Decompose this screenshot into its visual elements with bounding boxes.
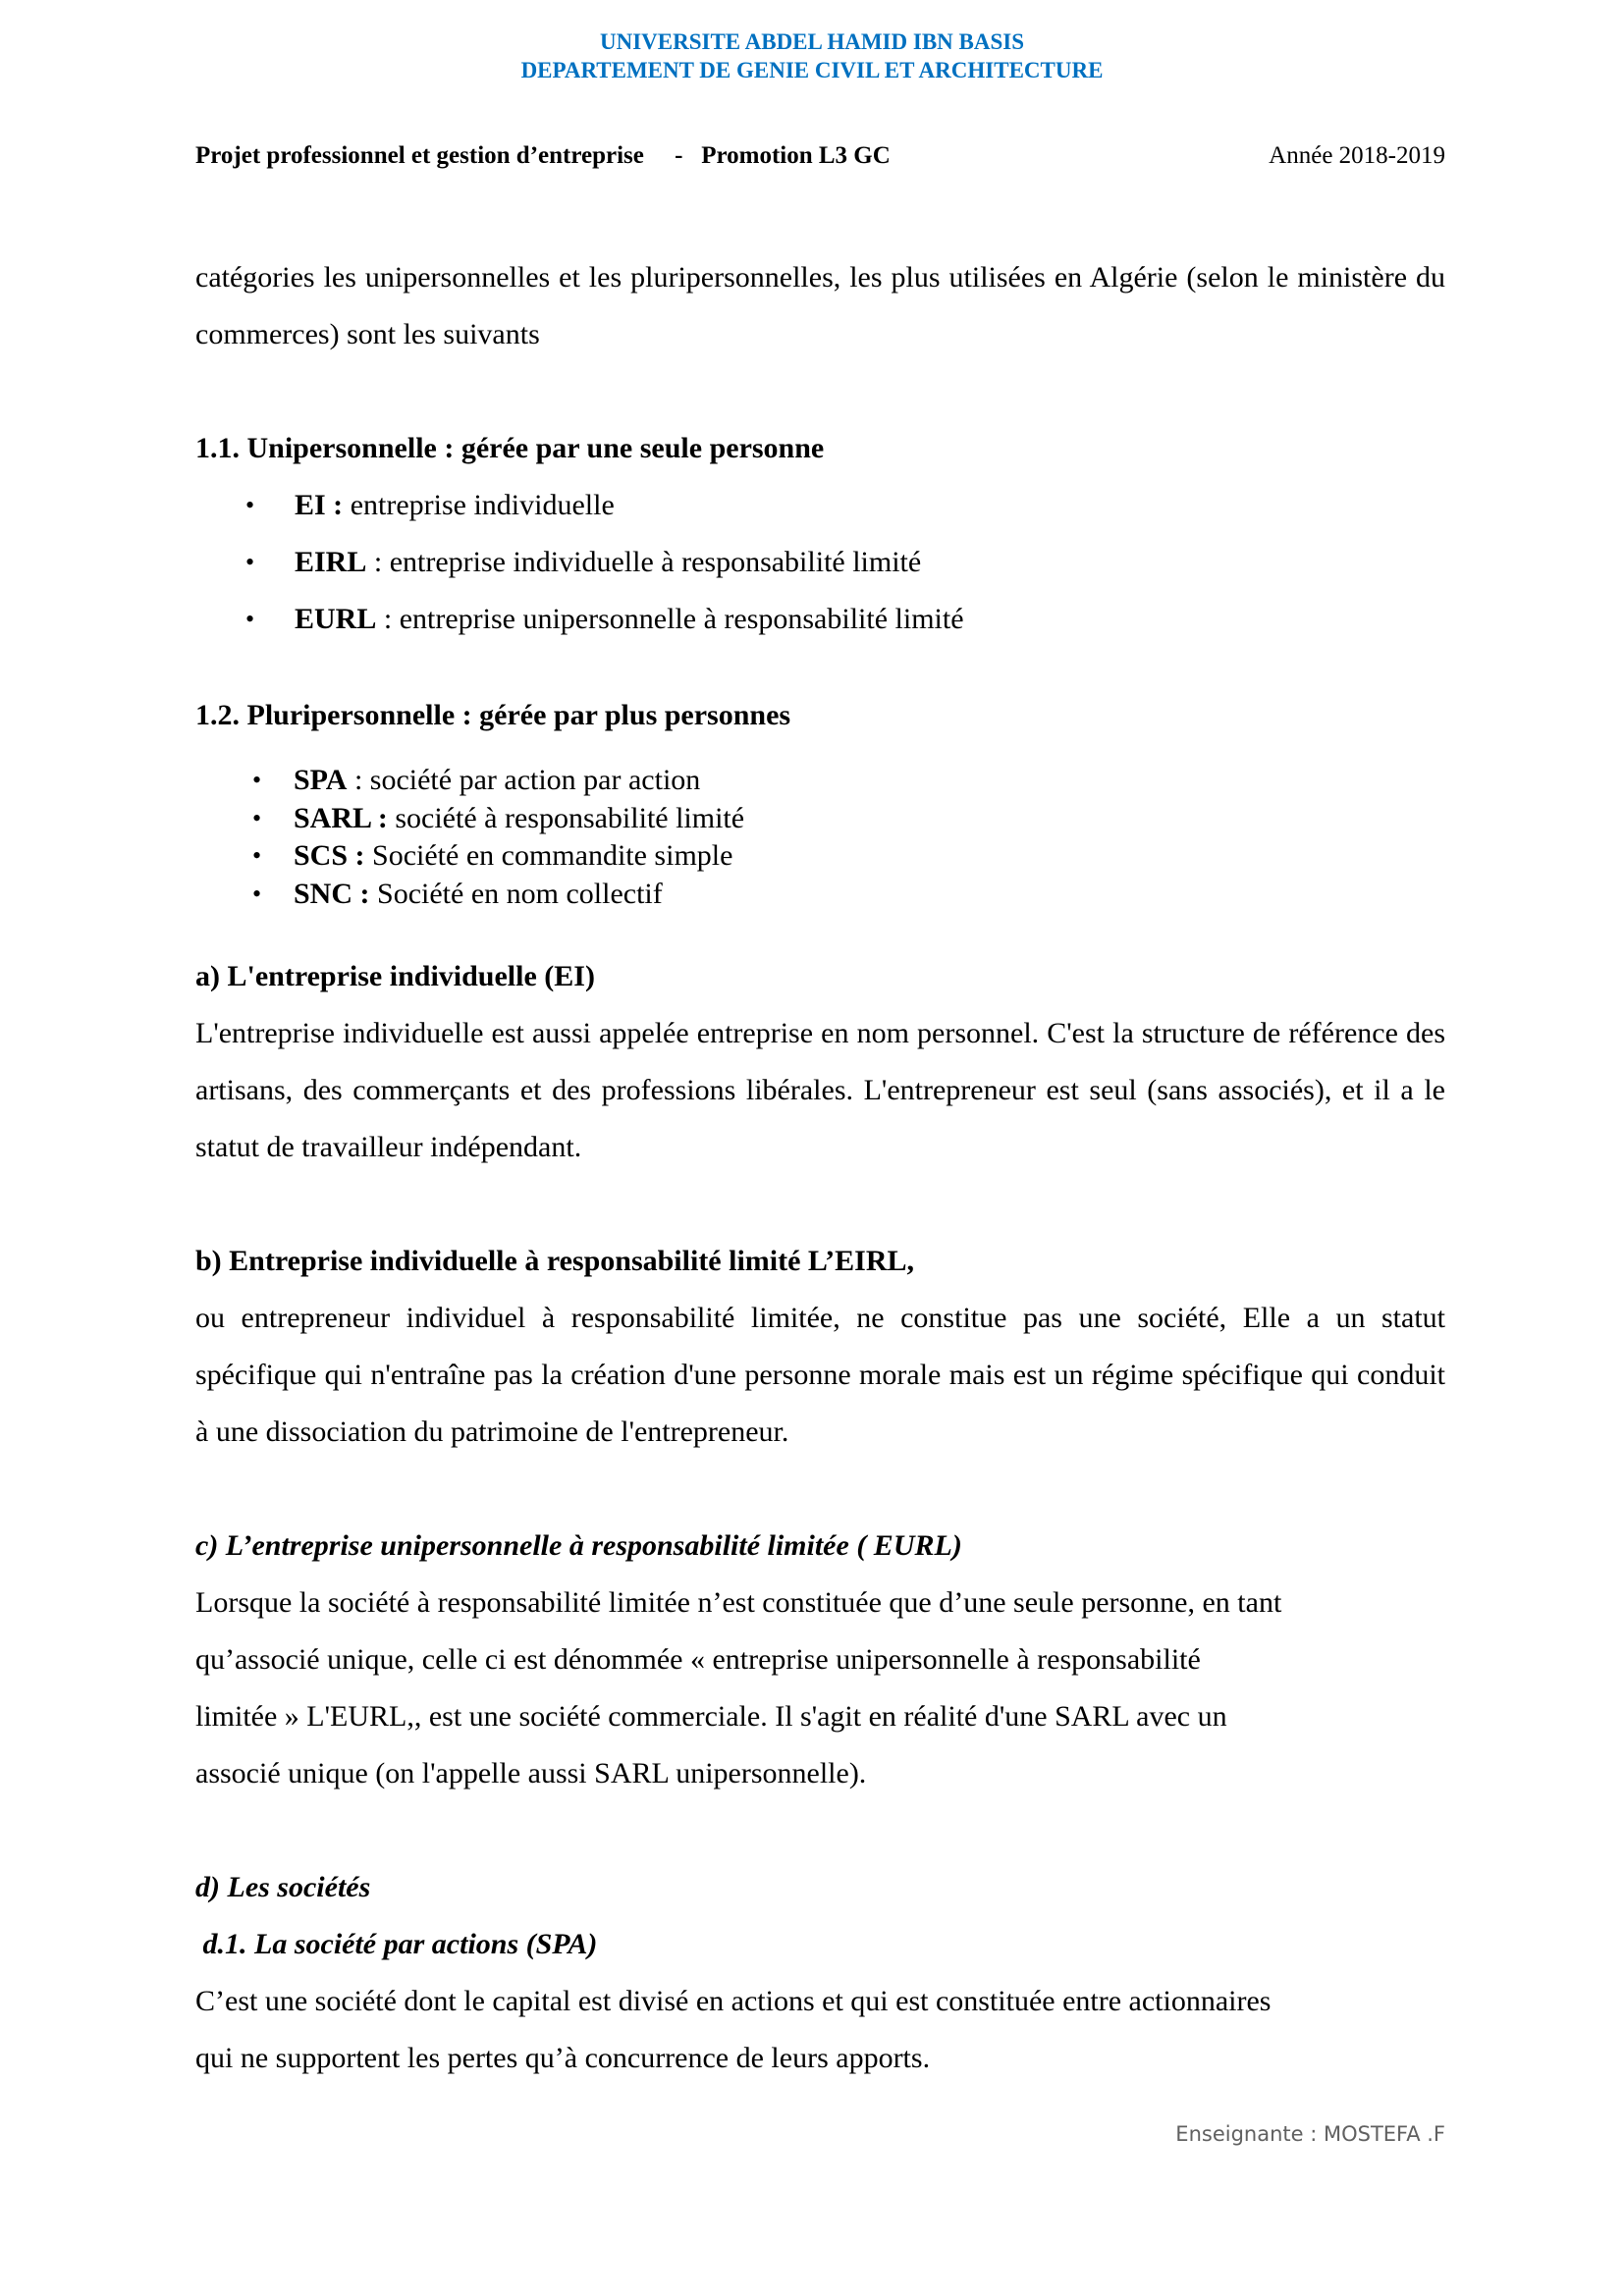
list-item — [195, 534, 1445, 591]
section-d-line: qui ne supportent les pertes qu’à concurrence de leurs apports. — [195, 2042, 931, 2074]
section-d-title: d) Les sociétés — [195, 1871, 371, 1903]
university-name: UNIVERSITE ABDEL HAMID IBN BASIS — [599, 29, 1024, 54]
item-desc: Société en nom collectif — [369, 877, 663, 910]
item-term: SPA — [294, 764, 348, 796]
section-c-line: limitée » L'EURL,, est une société commerciale. Il s'agit en réalité d'une SARL avec un — [195, 1700, 1227, 1733]
item-desc: : entreprise individuelle à responsabilité limité — [366, 546, 922, 578]
list-item — [195, 477, 1445, 534]
academic-year: Année 2018-2019 — [1269, 142, 1445, 169]
list-item — [195, 591, 1445, 648]
university-header — [0, 27, 1624, 84]
unipersonnelle-list — [195, 477, 1445, 648]
item-term: SNC : — [294, 877, 370, 910]
section-c-title: c) L’entreprise unipersonnelle à responsabilité limitée ( EURL) — [195, 1529, 962, 1562]
item-desc: Société en commandite simple — [364, 839, 733, 872]
section-c-line: associé unique (on l'appelle aussi SARL unipersonnelle). — [195, 1757, 867, 1789]
bullet-icon: • — [252, 803, 262, 832]
section-d1-title: d.1. La société par actions (SPA) — [195, 1928, 598, 1960]
item-desc: société à responsabilité limité — [387, 801, 745, 834]
item-term: SARL : — [294, 801, 388, 834]
item-term: EURL — [295, 603, 377, 635]
section-1-1-title: 1.1. Unipersonnelle : gérée par une seule personne — [195, 432, 825, 464]
bullet-icon: • — [245, 605, 255, 633]
list-item — [195, 762, 1445, 800]
item-desc: : entreprise unipersonnelle à responsabilité limité — [376, 603, 964, 635]
pluripersonnelle-list — [195, 762, 1445, 913]
teacher-footer: Enseignante : MOSTEFA .F — [1175, 2122, 1445, 2146]
bullet-icon: • — [245, 548, 255, 576]
list-item — [195, 800, 1445, 838]
item-term: EIRL — [295, 546, 367, 578]
section-b-body: ou entrepreneur individuel à responsabilité limitée, ne constitue pas une société, Elle a un statut spécifique qui n'entraîne pas la création d'une personne morale mais est un régime spécifique qui conduit à une dissociation du patrimoine de l'entrepreneur. — [195, 1302, 1445, 1448]
intro-paragraph: catégories les unipersonnelles et les pluripersonnelles, les plus utilisées en Algérie (selon le ministère du commerces) sont les suivants — [195, 261, 1445, 350]
page-content — [195, 249, 1445, 2087]
section-a-title: a) L'entreprise individuelle (EI) — [195, 960, 595, 992]
section-a-body: L'entreprise individuelle est aussi appelée entreprise en nom personnel. C'est la structure de référence des artisans, des commerçants et des professions libérales. L'entrepreneur est seul (sans associés), et il a le statut de travailleur indépendant. — [195, 1017, 1445, 1163]
list-item — [195, 837, 1445, 876]
list-item — [195, 876, 1445, 914]
bullet-icon: • — [245, 491, 255, 519]
section-d-line: C’est une société dont le capital est divisé en actions et qui est constituée entre actionnaires — [195, 1985, 1272, 2017]
item-desc: entreprise individuelle — [343, 489, 615, 521]
item-term: EI : — [295, 489, 344, 521]
section-b-title: b) Entreprise individuelle à responsabilité limité L’EIRL, — [195, 1245, 915, 1277]
course-title: Projet professionnel et gestion d’entreprise - Promotion L3 GC — [195, 142, 891, 169]
section-c-line: Lorsque la société à responsabilité limitée n’est constituée que d’une seule personne, en tant — [195, 1586, 1282, 1619]
section-c-line: qu’associé unique, celle ci est dénommée « entreprise unipersonnelle à responsabilité — [195, 1643, 1201, 1676]
item-term: SCS : — [294, 839, 365, 872]
item-desc: : société par action par action — [347, 764, 701, 796]
bullet-icon: • — [252, 766, 262, 794]
bullet-icon: • — [252, 841, 262, 870]
bullet-icon: • — [252, 879, 262, 908]
section-1-2-title: 1.2. Pluripersonnelle : gérée par plus personnes — [195, 699, 791, 731]
course-header — [195, 138, 1445, 174]
department-name: DEPARTEMENT DE GENIE CIVIL ET ARCHITECTURE — [520, 58, 1104, 82]
